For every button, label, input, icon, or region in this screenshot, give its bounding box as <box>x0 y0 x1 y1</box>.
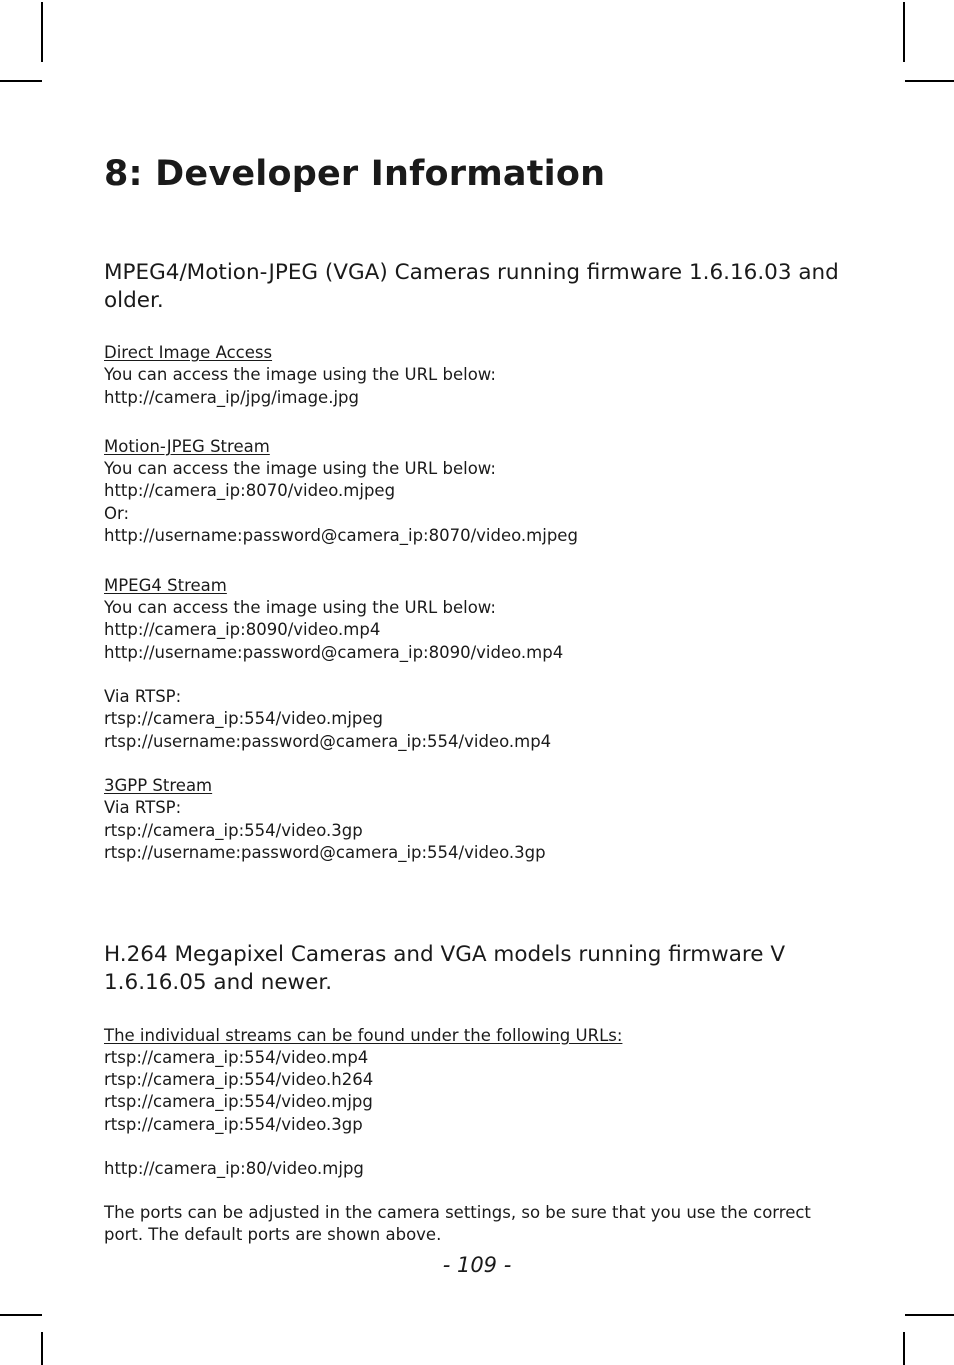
mjpeg-stream-heading: Motion-JPEG Stream <box>104 437 270 456</box>
mjpeg-stream-or: Or: <box>104 504 130 523</box>
3gpp-rtsp-auth-url: rtsp://username:password@camera_ip:554/video.3gp <box>104 843 546 862</box>
crop-mark-top-left-vertical <box>41 2 43 62</box>
page-title: 8: Developer Information <box>104 154 606 194</box>
rtsp-url-h264: rtsp://camera_ip:554/video.h264 <box>104 1070 374 1089</box>
rtsp-url-3gp: rtsp://camera_ip:554/video.3gp <box>104 1115 363 1134</box>
section-heading-vga: MPEG4/Motion-JPEG (VGA) Cameras running firmware 1.6.16.03 and older. <box>104 260 839 313</box>
mpeg4-stream-url: http://camera_ip:8090/video.mp4 <box>104 620 381 639</box>
mpeg4-rtsp-url: rtsp://camera_ip:554/video.mjpeg <box>104 709 384 728</box>
mpeg4-stream-heading: MPEG4 Stream <box>104 576 227 595</box>
crop-mark-top-right-horizontal <box>905 80 954 82</box>
crop-mark-bottom-right-vertical <box>903 1332 905 1365</box>
ports-note: The ports can be adjusted in the camera settings, so be sure that you use the correct port. The default ports are shown above. <box>104 1203 811 1245</box>
page-number: - 109 - <box>442 1253 512 1277</box>
crop-mark-bottom-left-horizontal <box>0 1314 42 1316</box>
crop-mark-bottom-right-horizontal <box>905 1314 954 1316</box>
streams-heading: The individual streams can be found under the following URLs: <box>104 1026 623 1045</box>
3gpp-rtsp-url: rtsp://camera_ip:554/video.3gp <box>104 821 363 840</box>
crop-mark-top-right-vertical <box>903 2 905 62</box>
direct-image-access-heading: Direct Image Access <box>104 343 273 362</box>
mpeg4-stream-auth-url: http://username:password@camera_ip:8090/video.mp4 <box>104 643 564 662</box>
mjpeg-stream-url: http://camera_ip:8070/video.mjpeg <box>104 481 396 500</box>
crop-mark-top-left-horizontal <box>0 80 42 82</box>
rtsp-url-mjpg: rtsp://camera_ip:554/video.mjpg <box>104 1092 373 1111</box>
direct-image-url: http://camera_ip/jpg/image.jpg <box>104 388 359 407</box>
direct-image-text: You can access the image using the URL below: <box>104 365 496 384</box>
http-url-mjpg: http://camera_ip:80/video.mjpg <box>104 1159 364 1178</box>
rtsp-url-mp4: rtsp://camera_ip:554/video.mp4 <box>104 1048 369 1067</box>
crop-mark-bottom-left-vertical <box>41 1332 43 1365</box>
3gpp-stream-heading: 3GPP Stream <box>104 776 213 795</box>
section-heading-h264: H.264 Megapixel Cameras and VGA models running firmware V 1.6.16.05 and newer. <box>104 942 786 995</box>
mjpeg-stream-auth-url: http://username:password@camera_ip:8070/video.mjpeg <box>104 526 578 545</box>
mpeg4-stream-text: You can access the image using the URL below: <box>104 598 496 617</box>
mjpeg-stream-text: You can access the image using the URL below: <box>104 459 496 478</box>
mpeg4-rtsp-auth-url: rtsp://username:password@camera_ip:554/video.mp4 <box>104 732 552 751</box>
3gpp-rtsp-label: Via RTSP: <box>104 798 182 817</box>
mpeg4-rtsp-label: Via RTSP: <box>104 687 182 706</box>
